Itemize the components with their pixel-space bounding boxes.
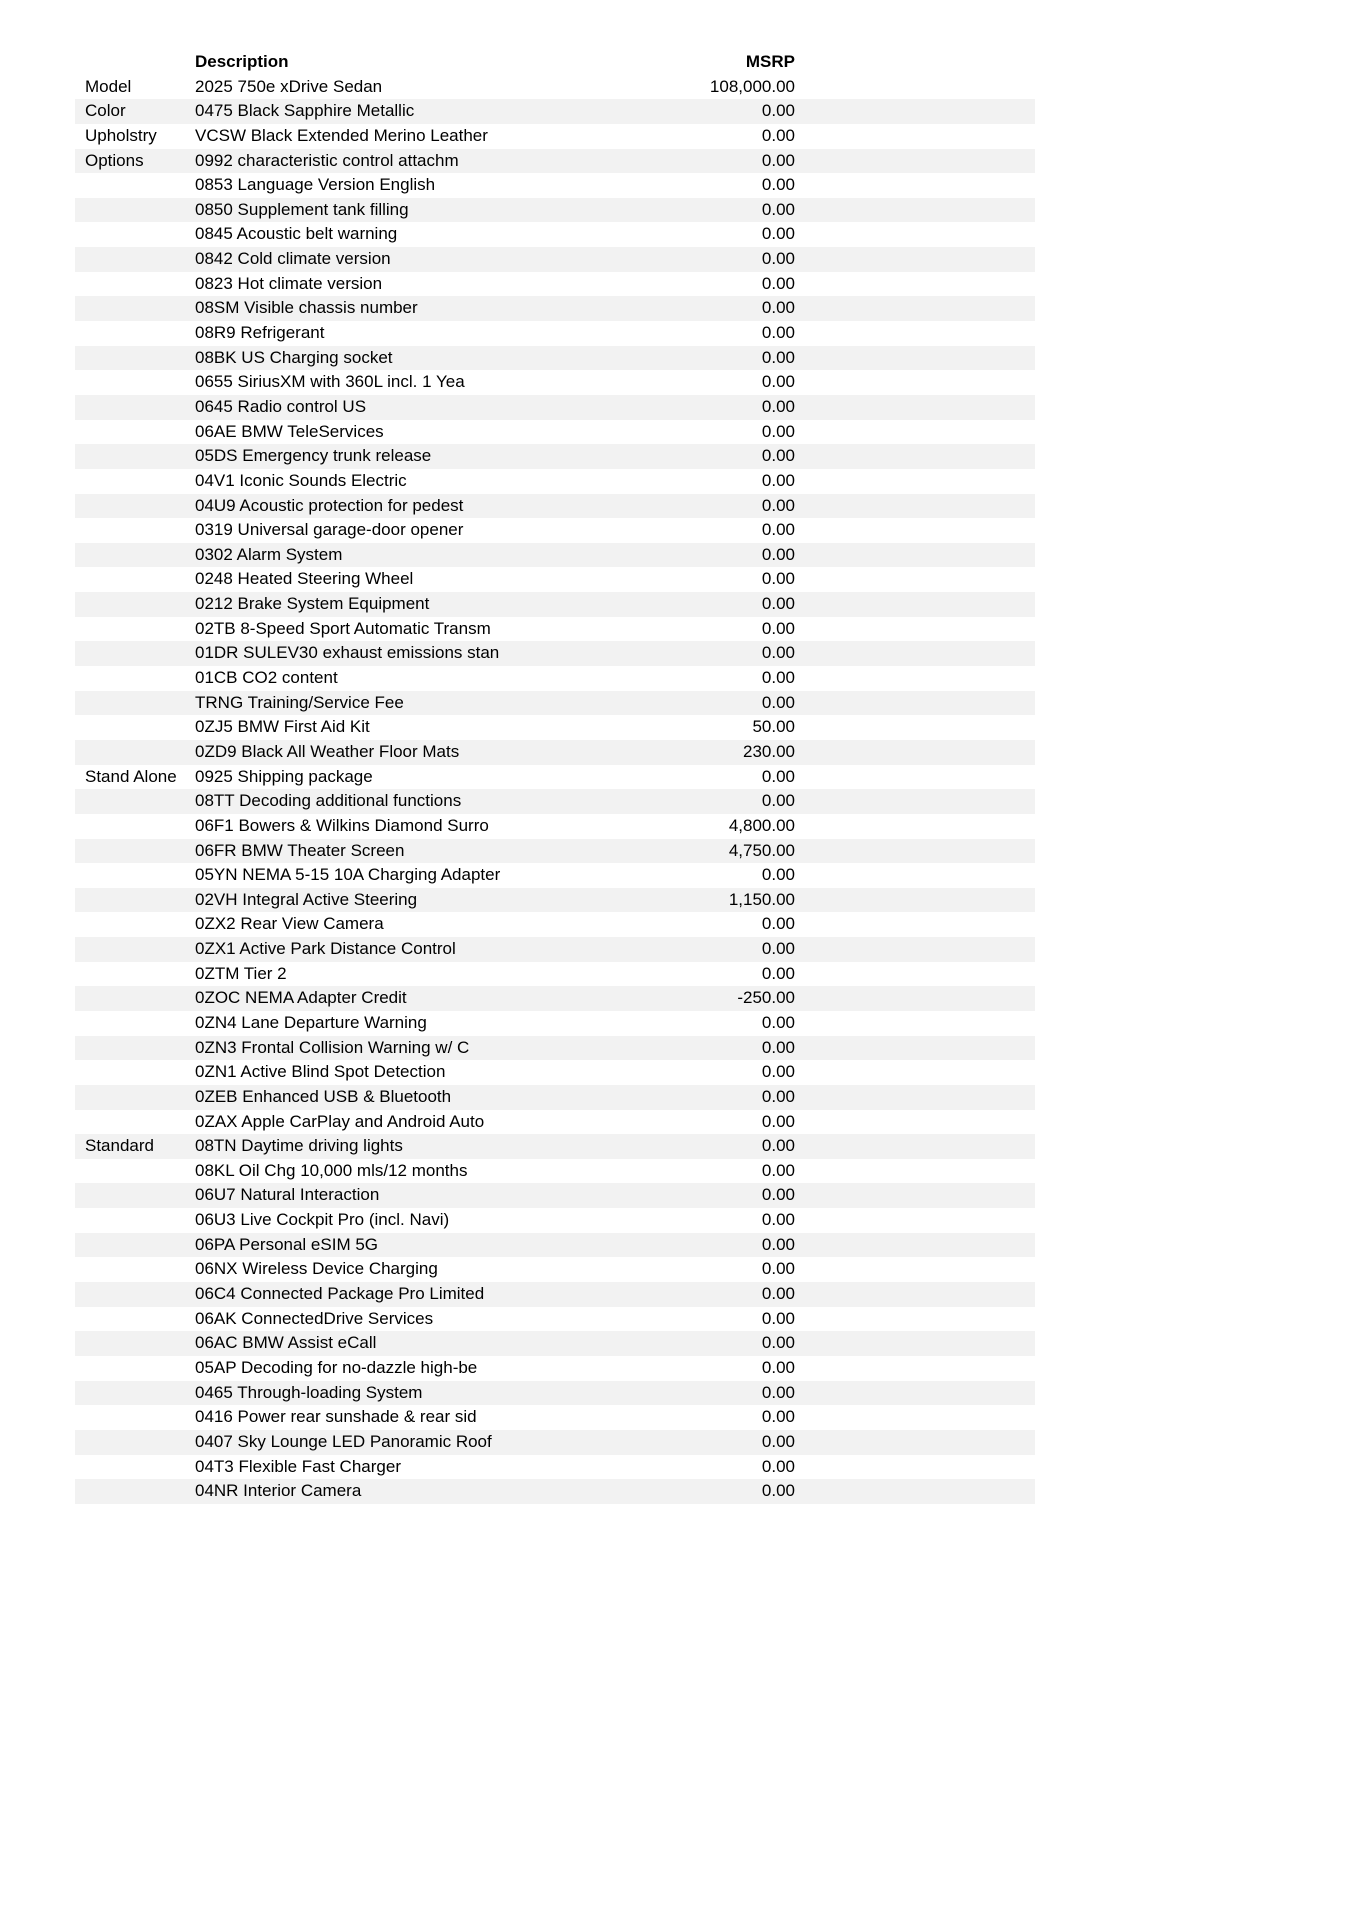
table-row [75, 1110, 1035, 1135]
description-cell: 0845 Acoustic belt warning [195, 224, 398, 244]
msrp-cell: 0.00 [761, 692, 795, 712]
header-filler [795, 50, 1035, 75]
category-cell [75, 617, 195, 642]
row-filler [795, 321, 1035, 346]
category-cell [75, 1060, 195, 1085]
msrp-cell: 4,750.00 [728, 840, 795, 860]
category-cell [75, 1011, 195, 1036]
category-cell [75, 1257, 195, 1282]
description-cell: 0407 Sky Lounge LED Panoramic Roof [195, 1431, 492, 1451]
msrp-cell: 0.00 [761, 1259, 795, 1279]
description-cell: 04U9 Acoustic protection for pedest [195, 495, 464, 515]
table-row [75, 1257, 1035, 1282]
description-cell: TRNG Training/Service Fee [195, 692, 404, 712]
row-filler [795, 765, 1035, 790]
row-filler [795, 1233, 1035, 1258]
msrp-cell: 0.00 [761, 668, 795, 688]
category-cell [75, 641, 195, 666]
row-filler [795, 937, 1035, 962]
category-cell: Upholstry [85, 125, 157, 145]
msrp-cell: 0.00 [761, 495, 795, 515]
category-cell [75, 986, 195, 1011]
category-cell [75, 1233, 195, 1258]
row-filler [795, 124, 1035, 149]
category-cell [75, 1455, 195, 1480]
table-row [75, 444, 1035, 469]
description-cell: 0ZEB Enhanced USB & Bluetooth [195, 1086, 452, 1106]
msrp-cell: 0.00 [761, 1111, 795, 1131]
msrp-cell: 230.00 [743, 741, 795, 761]
msrp-cell: 108,000.00 [709, 76, 795, 96]
row-filler [795, 1036, 1035, 1061]
table-row [75, 765, 1035, 790]
category-cell [75, 691, 195, 716]
row-filler [795, 1430, 1035, 1455]
table-row [75, 567, 1035, 592]
msrp-cell: 0.00 [761, 791, 795, 811]
row-filler [795, 518, 1035, 543]
table-row [75, 420, 1035, 445]
table-row [75, 1134, 1035, 1159]
category-cell: Standard [85, 1136, 154, 1156]
table-row [75, 1307, 1035, 1332]
msrp-cell: 0.00 [761, 1333, 795, 1353]
table-row [75, 814, 1035, 839]
row-filler [795, 789, 1035, 814]
row-filler [795, 420, 1035, 445]
description-cell: 0302 Alarm System [195, 544, 343, 564]
description-cell: 08TN Daytime driving lights [195, 1136, 403, 1156]
table-row [75, 1331, 1035, 1356]
category-cell [75, 1307, 195, 1332]
table-row [75, 1060, 1035, 1085]
table-row [75, 592, 1035, 617]
msrp-header: MSRP [745, 52, 795, 71]
category-cell [75, 1405, 195, 1430]
description-cell: 08R9 Refrigerant [195, 323, 325, 343]
description-cell: 0ZN1 Active Blind Spot Detection [195, 1062, 446, 1082]
table-header [75, 50, 1035, 75]
table-row [75, 346, 1035, 371]
msrp-cell: 0.00 [761, 569, 795, 589]
description-cell: 0465 Through-loading System [195, 1382, 423, 1402]
row-filler [795, 1479, 1035, 1504]
description-cell: 06NX Wireless Device Charging [195, 1259, 438, 1279]
msrp-cell: 0.00 [761, 1382, 795, 1402]
row-filler [795, 173, 1035, 198]
category-cell [75, 937, 195, 962]
description-cell: 06C4 Connected Package Pro Limited [195, 1284, 485, 1304]
description-cell: 01CB CO2 content [195, 668, 338, 688]
description-cell: 0ZX1 Active Park Distance Control [195, 939, 456, 959]
row-filler [795, 814, 1035, 839]
row-filler [795, 1183, 1035, 1208]
table-row [75, 1405, 1035, 1430]
category-cell [75, 888, 195, 913]
description-cell: 06U7 Natural Interaction [195, 1185, 380, 1205]
description-cell: 08KL Oil Chg 10,000 mls/12 months [195, 1160, 468, 1180]
msrp-cell: 0.00 [761, 175, 795, 195]
row-filler [795, 1011, 1035, 1036]
msrp-cell: 0.00 [761, 1357, 795, 1377]
category-cell [75, 1159, 195, 1184]
table-rows [75, 75, 1035, 1504]
description-cell: 0212 Brake System Equipment [195, 594, 430, 614]
row-filler [795, 346, 1035, 371]
msrp-cell: 0.00 [761, 766, 795, 786]
row-filler [795, 99, 1035, 124]
category-cell [75, 543, 195, 568]
row-filler [795, 1208, 1035, 1233]
row-filler [795, 1331, 1035, 1356]
msrp-cell: 0.00 [761, 1160, 795, 1180]
category-cell [75, 346, 195, 371]
msrp-cell: 0.00 [761, 446, 795, 466]
msrp-cell: 0.00 [761, 1407, 795, 1427]
msrp-cell: 0.00 [761, 618, 795, 638]
msrp-cell: 0.00 [761, 1136, 795, 1156]
description-cell: 05YN NEMA 5-15 10A Charging Adapter [195, 865, 501, 885]
row-filler [795, 395, 1035, 420]
table-row [75, 1381, 1035, 1406]
description-cell: 0850 Supplement tank filling [195, 199, 409, 219]
table-row [75, 321, 1035, 346]
description-cell: 0475 Black Sapphire Metallic [195, 101, 415, 121]
options-pricing-sheet [75, 50, 1035, 1504]
row-filler [795, 986, 1035, 1011]
table-row [75, 912, 1035, 937]
table-row [75, 1183, 1035, 1208]
description-cell: 0645 Radio control US [195, 396, 367, 416]
table-row [75, 469, 1035, 494]
description-cell: 06PA Personal eSIM 5G [195, 1234, 379, 1254]
table-row [75, 1011, 1035, 1036]
table-row [75, 1036, 1035, 1061]
description-cell: 05AP Decoding for no-dazzle high-be [195, 1357, 478, 1377]
table-row [75, 395, 1035, 420]
description-cell: 0ZJ5 BMW First Aid Kit [195, 717, 370, 737]
msrp-cell: 0.00 [761, 101, 795, 121]
msrp-cell: 50.00 [752, 717, 795, 737]
table-row [75, 962, 1035, 987]
description-cell: 04V1 Iconic Sounds Electric [195, 470, 407, 490]
description-cell: 08TT Decoding additional functions [195, 791, 462, 811]
category-cell [75, 1110, 195, 1135]
description-cell: 0ZTM Tier 2 [195, 963, 287, 983]
row-filler [795, 912, 1035, 937]
description-cell: 06U3 Live Cockpit Pro (incl. Navi) [195, 1210, 450, 1230]
msrp-cell: 0.00 [761, 1086, 795, 1106]
row-filler [795, 1110, 1035, 1135]
table-row [75, 937, 1035, 962]
description-cell: 0319 Universal garage-door opener [195, 520, 464, 540]
msrp-cell: 0.00 [761, 273, 795, 293]
row-filler [795, 839, 1035, 864]
row-filler [795, 1257, 1035, 1282]
category-cell [75, 420, 195, 445]
category-cell [75, 222, 195, 247]
msrp-cell: 0.00 [761, 1456, 795, 1476]
description-cell: 0ZN4 Lane Departure Warning [195, 1012, 427, 1032]
category-cell [75, 1430, 195, 1455]
description-cell: 06FR BMW Theater Screen [195, 840, 405, 860]
description-cell: 08BK US Charging socket [195, 347, 393, 367]
msrp-cell: 0.00 [761, 963, 795, 983]
category-cell [75, 740, 195, 765]
msrp-cell: 0.00 [761, 1284, 795, 1304]
table-row [75, 1159, 1035, 1184]
table-row [75, 1356, 1035, 1381]
row-filler [795, 469, 1035, 494]
msrp-cell: 0.00 [761, 224, 795, 244]
table-row [75, 99, 1035, 124]
msrp-cell: 0.00 [761, 298, 795, 318]
description-cell: 08SM Visible chassis number [195, 298, 418, 318]
table-row [75, 543, 1035, 568]
category-cell: Stand Alone [85, 766, 177, 786]
msrp-cell: 0.00 [761, 323, 795, 343]
category-cell [75, 1331, 195, 1356]
category-cell [75, 1381, 195, 1406]
msrp-cell: 0.00 [761, 347, 795, 367]
table-row [75, 222, 1035, 247]
msrp-cell: 0.00 [761, 1481, 795, 1501]
description-cell: 0416 Power rear sunshade & rear sid [195, 1407, 477, 1427]
row-filler [795, 888, 1035, 913]
table-row [75, 1208, 1035, 1233]
msrp-cell: 0.00 [761, 1062, 795, 1082]
category-cell [75, 1479, 195, 1504]
msrp-cell: 0.00 [761, 199, 795, 219]
msrp-cell: 0.00 [761, 520, 795, 540]
row-filler [795, 715, 1035, 740]
msrp-cell: -250.00 [737, 988, 795, 1008]
row-filler [795, 740, 1035, 765]
msrp-cell: 0.00 [761, 150, 795, 170]
table-row [75, 247, 1035, 272]
msrp-cell: 0.00 [761, 470, 795, 490]
row-filler [795, 494, 1035, 519]
row-filler [795, 1405, 1035, 1430]
msrp-cell: 0.00 [761, 1308, 795, 1328]
description-header: Description [195, 52, 289, 71]
row-filler [795, 247, 1035, 272]
row-filler [795, 75, 1035, 100]
row-filler [795, 1356, 1035, 1381]
row-filler [795, 1381, 1035, 1406]
category-cell [75, 1282, 195, 1307]
table-row [75, 863, 1035, 888]
table-row [75, 272, 1035, 297]
msrp-cell: 0.00 [761, 125, 795, 145]
row-filler [795, 1159, 1035, 1184]
category-cell [75, 789, 195, 814]
description-cell: 0ZAX Apple CarPlay and Android Auto [195, 1111, 485, 1131]
description-cell: 0925 Shipping package [195, 766, 373, 786]
description-cell: 2025 750e xDrive Sedan [195, 76, 383, 96]
row-filler [795, 296, 1035, 321]
row-filler [795, 1455, 1035, 1480]
table-row [75, 888, 1035, 913]
msrp-cell: 0.00 [761, 1037, 795, 1057]
msrp-cell: 0.00 [761, 1234, 795, 1254]
category-cell [75, 666, 195, 691]
msrp-cell: 0.00 [761, 1210, 795, 1230]
table-row [75, 75, 1035, 100]
row-filler [795, 543, 1035, 568]
category-cell [75, 1208, 195, 1233]
category-cell [75, 1183, 195, 1208]
category-cell [75, 863, 195, 888]
msrp-cell: 0.00 [761, 914, 795, 934]
category-cell [75, 370, 195, 395]
category-cell [75, 592, 195, 617]
table-row [75, 789, 1035, 814]
row-filler [795, 1134, 1035, 1159]
table-row [75, 198, 1035, 223]
category-cell [75, 1036, 195, 1061]
msrp-cell: 0.00 [761, 643, 795, 663]
category-cell [75, 272, 195, 297]
description-cell: 02TB 8-Speed Sport Automatic Transm [195, 618, 491, 638]
msrp-cell: 0.00 [761, 594, 795, 614]
description-cell: 0853 Language Version English [195, 175, 436, 195]
category-cell [75, 173, 195, 198]
row-filler [795, 272, 1035, 297]
table-row [75, 1479, 1035, 1504]
description-cell: 0ZOC NEMA Adapter Credit [195, 988, 407, 1008]
row-filler [795, 149, 1035, 174]
msrp-cell: 0.00 [761, 396, 795, 416]
description-cell: 0248 Heated Steering Wheel [195, 569, 414, 589]
table-row [75, 1085, 1035, 1110]
row-filler [795, 592, 1035, 617]
category-cell [75, 1356, 195, 1381]
description-cell: VCSW Black Extended Merino Leather [195, 125, 488, 145]
category-cell [75, 321, 195, 346]
row-filler [795, 863, 1035, 888]
msrp-cell: 0.00 [761, 865, 795, 885]
row-filler [795, 1060, 1035, 1085]
row-filler [795, 1307, 1035, 1332]
category-cell [75, 494, 195, 519]
table-row [75, 740, 1035, 765]
table-row [75, 691, 1035, 716]
msrp-cell: 0.00 [761, 939, 795, 959]
row-filler [795, 641, 1035, 666]
category-cell [75, 912, 195, 937]
row-filler [795, 962, 1035, 987]
table-row [75, 1233, 1035, 1258]
description-cell: 06AC BMW Assist eCall [195, 1333, 377, 1353]
table-row [75, 1430, 1035, 1455]
category-cell [75, 567, 195, 592]
row-filler [795, 370, 1035, 395]
category-cell [75, 518, 195, 543]
row-filler [795, 1085, 1035, 1110]
category-cell [75, 469, 195, 494]
table-row [75, 518, 1035, 543]
msrp-cell: 1,150.00 [728, 889, 795, 909]
row-filler [795, 444, 1035, 469]
description-cell: 06AK ConnectedDrive Services [195, 1308, 434, 1328]
msrp-cell: 0.00 [761, 1431, 795, 1451]
category-cell: Model [85, 76, 132, 96]
msrp-cell: 0.00 [761, 249, 795, 269]
table-row [75, 149, 1035, 174]
msrp-cell: 0.00 [761, 421, 795, 441]
row-filler [795, 691, 1035, 716]
table-row [75, 1282, 1035, 1307]
category-cell [75, 715, 195, 740]
table-row [75, 124, 1035, 149]
table-row [75, 173, 1035, 198]
description-cell: 0823 Hot climate version [195, 273, 383, 293]
table-row [75, 617, 1035, 642]
row-filler [795, 1282, 1035, 1307]
description-cell: 01DR SULEV30 exhaust emissions stan [195, 643, 500, 663]
table-row [75, 370, 1035, 395]
category-cell [75, 247, 195, 272]
category-cell: Options [85, 150, 144, 170]
msrp-cell: 0.00 [761, 1012, 795, 1032]
msrp-cell: 0.00 [761, 1185, 795, 1205]
category-cell [75, 839, 195, 864]
table-row [75, 839, 1035, 864]
category-cell [75, 1085, 195, 1110]
category-cell [75, 296, 195, 321]
description-cell: 06AE BMW TeleServices [195, 421, 384, 441]
table-row [75, 641, 1035, 666]
description-cell: 04T3 Flexible Fast Charger [195, 1456, 401, 1476]
row-filler [795, 617, 1035, 642]
category-cell [75, 814, 195, 839]
table-row [75, 666, 1035, 691]
category-cell [75, 444, 195, 469]
category-cell [75, 395, 195, 420]
table-row [75, 1455, 1035, 1480]
table-row [75, 494, 1035, 519]
description-cell: 02VH Integral Active Steering [195, 889, 418, 909]
table-row [75, 296, 1035, 321]
description-cell: 04NR Interior Camera [195, 1481, 362, 1501]
row-filler [795, 222, 1035, 247]
table-row [75, 986, 1035, 1011]
description-cell: 0ZD9 Black All Weather Floor Mats [195, 741, 460, 761]
category-header-spacer [75, 50, 195, 75]
description-cell: 0992 characteristic control attachm [195, 150, 459, 170]
description-cell: 0655 SiriusXM with 360L incl. 1 Yea [195, 372, 465, 392]
description-cell: 0ZN3 Frontal Collision Warning w/ C [195, 1037, 470, 1057]
msrp-cell: 4,800.00 [728, 815, 795, 835]
category-cell: Color [85, 101, 126, 121]
msrp-cell: 0.00 [761, 372, 795, 392]
category-cell [75, 198, 195, 223]
description-cell: 0ZX2 Rear View Camera [195, 914, 384, 934]
msrp-cell: 0.00 [761, 544, 795, 564]
table-row [75, 715, 1035, 740]
row-filler [795, 666, 1035, 691]
description-cell: 0842 Cold climate version [195, 249, 391, 269]
category-cell [75, 962, 195, 987]
description-cell: 05DS Emergency trunk release [195, 446, 432, 466]
row-filler [795, 567, 1035, 592]
row-filler [795, 198, 1035, 223]
description-cell: 06F1 Bowers & Wilkins Diamond Surro [195, 815, 489, 835]
